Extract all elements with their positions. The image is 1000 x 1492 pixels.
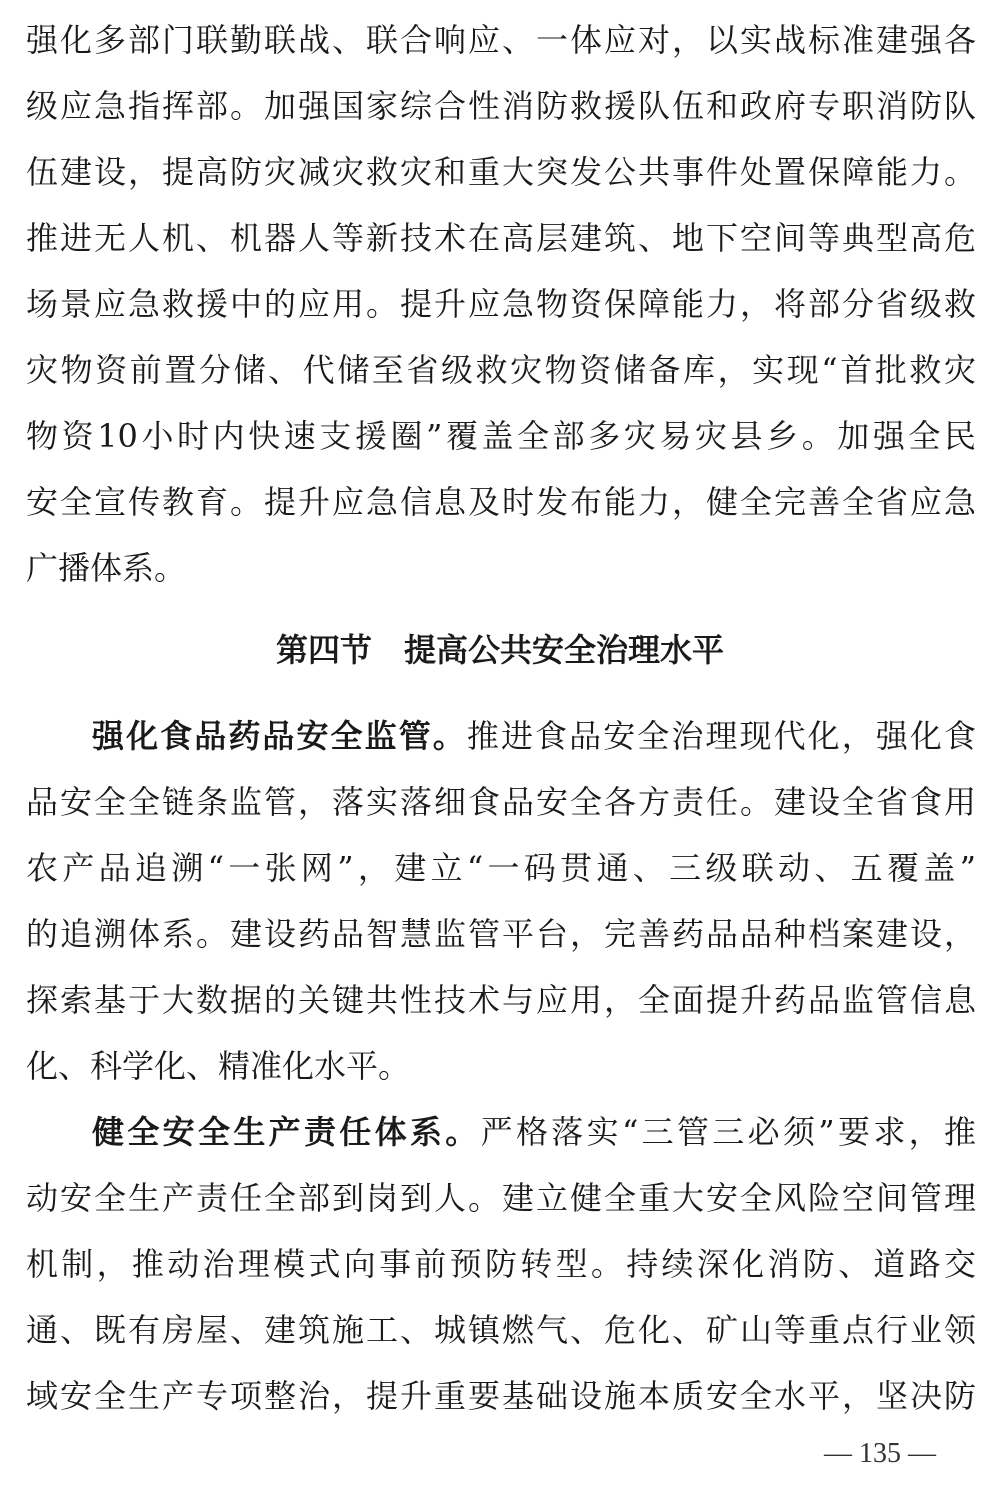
text-line: 物资10小时内快速支援圈”覆盖全部多灾易灾县乡。加强全民 <box>26 417 976 455</box>
text-line: 推进无人机、机器人等新技术在高层建筑、地下空间等典型高危 <box>26 219 976 257</box>
text-line: 的追溯体系。建设药品智慧监管平台，完善药品品种档案建设， <box>26 915 976 953</box>
text-line: 农产品追溯“一张网”，建立“一码贯通、三级联动、五覆盖” <box>26 849 976 887</box>
section-heading: 第四节 提高公共安全治理水平 <box>275 631 724 669</box>
text-line: 强化多部门联勤联战、联合响应、一体应对，以实战标准建强各 <box>26 21 976 59</box>
text-line: 广播体系。 <box>26 549 187 587</box>
text-line-first <box>92 712 976 760</box>
text-line-first <box>92 1108 976 1156</box>
paragraph-lead: 强化食品药品安全监管。 <box>92 717 467 755</box>
paragraph-text: 推进食品安全治理现代化，强化食 <box>466 717 976 755</box>
text-line: 品安全全链条监管，落实落细食品安全各方责任。建设全省食用 <box>26 783 976 821</box>
text-line: 动安全生产责任全部到岗到人。建立健全重大安全风险空间管理 <box>26 1179 976 1217</box>
page-number: — 135 — <box>824 1438 936 1469</box>
text-line: 机制，推动治理模式向事前预防转型。持续深化消防、道路交 <box>26 1245 976 1283</box>
text-line: 灾物资前置分储、代储至省级救灾物资储备库，实现“首批救灾 <box>26 351 976 389</box>
paragraph-lead: 健全安全生产责任体系。 <box>92 1113 481 1151</box>
text-line: 场景应急救援中的应用。提升应急物资保障能力，将部分省级救 <box>26 285 976 323</box>
text-line: 级应急指挥部。加强国家综合性消防救援队伍和政府专职消防队 <box>26 87 976 125</box>
text-line: 伍建设，提高防灾减灾救灾和重大突发公共事件处置保障能力。 <box>26 153 976 191</box>
paragraph-text: 严格落实“三管三必须”要求，推 <box>480 1113 976 1151</box>
text-line: 探索基于大数据的关键共性技术与应用，全面提升药品监管信息 <box>26 981 976 1019</box>
text-line: 通、既有房屋、建筑施工、城镇燃气、危化、矿山等重点行业领 <box>26 1311 976 1349</box>
text-line: 域安全生产专项整治，提升重要基础设施本质安全水平，坚决防 <box>26 1377 976 1415</box>
text-line: 安全宣传教育。提升应急信息及时发布能力，健全完善全省应急 <box>26 483 976 521</box>
text-line: 化、科学化、精准化水平。 <box>26 1047 411 1085</box>
